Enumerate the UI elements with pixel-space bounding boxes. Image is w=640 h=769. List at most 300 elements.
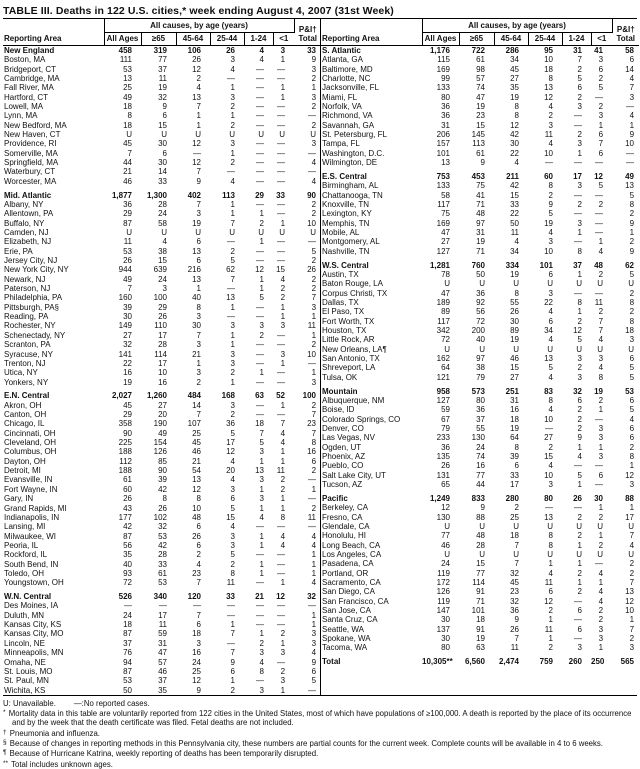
value-cell: 26 xyxy=(573,493,582,503)
value-cell: 15 xyxy=(544,451,553,461)
value-cell: 2 xyxy=(311,400,317,410)
value-cell: 12 xyxy=(192,676,201,686)
value-cell: 1 xyxy=(577,269,582,279)
value-cell: 8 xyxy=(196,494,201,504)
value-cell: — xyxy=(595,158,604,168)
value-cell: 32 xyxy=(307,592,317,602)
value-cell: 7 xyxy=(196,610,201,620)
city-row xyxy=(321,307,639,316)
value-cell: U xyxy=(479,279,485,289)
value-cell: 13 xyxy=(625,587,635,597)
value-cell: 2 xyxy=(311,274,317,284)
value-cell: 33 xyxy=(510,470,519,480)
value-cell: U xyxy=(597,549,604,559)
value-cell: 5 xyxy=(629,363,635,373)
reporting-area-cell: Toledo, OH xyxy=(4,568,45,578)
value-cell: 759 xyxy=(539,657,553,667)
reporting-area-cell: Lincoln, NE xyxy=(4,638,45,648)
reporting-area-cell: Fort Worth, TX xyxy=(322,316,375,326)
value-cell: 4 xyxy=(629,74,635,84)
value-cell: — xyxy=(574,288,582,298)
value-cell: 188 xyxy=(118,466,132,476)
city-row xyxy=(321,102,639,111)
value-cell: 16 xyxy=(510,405,519,415)
value-cell: 24 xyxy=(158,209,167,219)
value-cell: 24 xyxy=(476,442,485,452)
value-cell: 23 xyxy=(476,111,485,121)
value-cell: — xyxy=(626,158,635,168)
value-cell: 2 xyxy=(311,200,317,209)
value-cell: 1 xyxy=(598,577,604,587)
value-cell: — xyxy=(227,237,235,247)
value-cell: 7 xyxy=(311,410,317,420)
value-cell: 206 xyxy=(436,130,450,140)
value-cell: 53 xyxy=(158,531,167,541)
reporting-area-cell: Austin, TX xyxy=(322,269,359,279)
reporting-area-cell: Houston, TX xyxy=(322,325,367,335)
city-row xyxy=(321,279,639,288)
value-cell: — xyxy=(256,111,264,121)
value-cell: — xyxy=(545,158,553,168)
value-cell: 18 xyxy=(123,102,132,112)
reporting-area-header: Reporting Area xyxy=(321,19,422,46)
value-cell: 4 xyxy=(259,55,264,65)
value-cell: 2 xyxy=(259,330,264,340)
value-cell: 3 xyxy=(548,288,553,298)
pi-total-label: Total xyxy=(298,34,318,43)
value-cell: 1 xyxy=(598,237,604,247)
value-cell: 19 xyxy=(594,386,604,396)
value-cell: 216 xyxy=(187,265,201,275)
city-row xyxy=(3,522,321,531)
value-cell: 26 xyxy=(158,503,167,513)
value-cell: 35 xyxy=(123,550,132,560)
value-cell: 3 xyxy=(196,209,201,219)
value-cell: 286 xyxy=(505,46,519,55)
city-row xyxy=(3,293,321,302)
value-cell: 39 xyxy=(158,475,167,485)
value-cell: 17 xyxy=(158,610,167,620)
value-cell: 77 xyxy=(476,470,485,480)
value-cell: 1 xyxy=(230,377,235,387)
city-row xyxy=(3,550,321,559)
value-cell: U xyxy=(597,521,604,531)
value-cell: — xyxy=(256,64,264,74)
value-cell: — xyxy=(308,167,317,177)
value-cell: 4 xyxy=(230,475,235,485)
value-cell: 111 xyxy=(119,55,132,65)
value-cell: 11 xyxy=(510,228,519,238)
reporting-area-cell: Hartford, CT xyxy=(4,92,49,102)
value-cell: 3 xyxy=(311,139,317,149)
value-cell: 40 xyxy=(476,335,485,345)
value-cell: 8 xyxy=(629,297,635,307)
value-cell: 36 xyxy=(123,200,132,209)
value-cell: 4 xyxy=(598,596,604,606)
value-cell: — xyxy=(574,503,582,513)
value-cell: 1 xyxy=(598,643,604,653)
value-cell: 99 xyxy=(441,74,450,84)
reporting-area-cell: Gary, IN xyxy=(4,494,34,504)
city-row xyxy=(3,532,321,541)
value-cell: 3 xyxy=(598,111,604,121)
value-cell: 98 xyxy=(476,64,485,74)
value-cell: 2 xyxy=(311,120,317,130)
reporting-area-cell: St. Louis, MO xyxy=(4,666,53,676)
reporting-area-cell: Baltimore, MD xyxy=(322,64,373,74)
value-cell: 6 xyxy=(629,55,635,65)
value-cell: — xyxy=(256,302,264,312)
value-cell: 3 xyxy=(259,494,264,504)
value-cell: 3 xyxy=(598,624,604,634)
value-cell: 3 xyxy=(230,540,235,550)
reporting-area-cell: Elizabeth, NJ xyxy=(4,237,52,247)
value-cell: 8 xyxy=(280,512,286,522)
value-cell: 71 xyxy=(476,200,485,209)
value-cell: 26 xyxy=(510,307,519,317)
value-cell: — xyxy=(277,410,286,420)
value-cell: 13 xyxy=(544,512,553,522)
reporting-area-cell: Albuquerque, NM xyxy=(322,395,385,405)
value-cell: 27 xyxy=(158,400,167,410)
value-cell: 1 xyxy=(598,531,604,541)
value-cell: 26 xyxy=(510,624,519,634)
value-cell: U xyxy=(161,228,167,238)
value-cell: 17 xyxy=(158,358,167,368)
value-cell: 89 xyxy=(441,307,450,317)
city-row xyxy=(3,639,321,648)
value-cell: — xyxy=(227,638,235,648)
value-cell: 30 xyxy=(158,158,167,168)
value-cell: 4 xyxy=(280,531,286,541)
value-cell: — xyxy=(256,83,264,93)
value-cell: 1,176 xyxy=(429,46,450,55)
value-cell: 11 xyxy=(510,643,519,653)
value-cell: 5 xyxy=(230,256,235,266)
value-cell: 16 xyxy=(307,447,317,457)
value-cell: — xyxy=(193,148,201,158)
city-row xyxy=(3,457,321,466)
value-cell: 1 xyxy=(311,330,317,340)
age-lt1-header: <1 xyxy=(279,34,289,43)
city-row xyxy=(321,424,639,433)
value-cell: 162 xyxy=(436,354,450,363)
value-cell: 12 xyxy=(255,265,264,275)
value-cell: 4 xyxy=(311,540,317,550)
value-cell: 1 xyxy=(259,284,264,294)
reporting-area-cell: Seattle, WA xyxy=(322,624,364,634)
value-cell: 145 xyxy=(471,130,485,140)
value-cell: 2 xyxy=(230,410,235,420)
value-cell: 1 xyxy=(259,209,264,219)
city-row xyxy=(3,350,321,359)
value-cell: 36 xyxy=(510,605,519,615)
value-cell: 11 xyxy=(544,577,553,587)
value-cell: 130 xyxy=(436,512,450,522)
value-cell: 4 xyxy=(514,158,519,168)
value-cell: 17 xyxy=(573,171,582,181)
reporting-area-cell: Mobile, AL xyxy=(322,228,360,238)
value-cell: 67 xyxy=(441,414,450,424)
value-cell: 6 xyxy=(629,423,635,433)
value-cell: 1 xyxy=(280,302,286,312)
value-cell: U xyxy=(513,521,519,531)
value-cell: — xyxy=(256,578,264,588)
value-cell: 1 xyxy=(577,559,582,569)
value-cell: 13 xyxy=(192,92,201,102)
value-cell: 52 xyxy=(276,391,286,401)
value-cell: 11 xyxy=(158,620,167,630)
value-cell: — xyxy=(277,148,286,158)
value-cell: 1 xyxy=(577,228,582,238)
city-row xyxy=(3,340,321,349)
reporting-area-cell: Fresno, CA xyxy=(322,512,363,522)
value-cell: 30 xyxy=(594,493,604,503)
city-row xyxy=(3,667,321,676)
value-cell: 26 xyxy=(123,494,132,504)
value-cell: — xyxy=(574,190,582,200)
value-cell: 50 xyxy=(510,218,519,228)
value-cell: 79 xyxy=(441,423,450,433)
value-cell: 110 xyxy=(154,321,167,331)
value-cell: 9 xyxy=(514,615,519,625)
value-cell: 1 xyxy=(629,461,635,471)
city-row xyxy=(321,298,639,307)
pi-total-header xyxy=(294,19,321,46)
value-cell: — xyxy=(595,414,604,424)
value-cell: 12 xyxy=(441,503,450,513)
value-cell: 3 xyxy=(280,648,286,658)
value-cell: 8 xyxy=(514,102,519,112)
value-cell: 8 xyxy=(311,438,317,448)
value-cell: 22 xyxy=(510,209,519,219)
table-header-left xyxy=(3,19,321,46)
value-cell: 5 xyxy=(629,190,635,200)
value-cell: U xyxy=(513,549,519,559)
reporting-area-cell: Total xyxy=(322,657,341,667)
value-cell: 6 xyxy=(598,64,604,74)
value-cell: — xyxy=(256,148,264,158)
value-cell: 59 xyxy=(441,405,450,415)
value-cell: U xyxy=(195,130,201,140)
value-cell: 32 xyxy=(510,596,519,606)
value-cell: 56 xyxy=(476,307,485,317)
value-cell: 3 xyxy=(577,181,582,191)
value-cell: 38 xyxy=(476,363,485,373)
reporting-area-cell: Des Moines, IA xyxy=(4,601,59,611)
value-cell: 45 xyxy=(123,139,132,149)
reporting-area-cell: Newark, NJ xyxy=(4,274,46,284)
value-cell: 29 xyxy=(255,190,264,200)
value-cell: 87 xyxy=(123,531,132,541)
city-row xyxy=(321,452,639,461)
city-row xyxy=(3,401,321,410)
value-cell: 44 xyxy=(476,479,485,489)
value-cell: 74 xyxy=(476,83,485,93)
reporting-area-cell: Spokane, WA xyxy=(322,633,371,643)
value-cell: 5 xyxy=(577,74,582,84)
value-cell: 3 xyxy=(230,349,235,359)
value-cell: 3 xyxy=(311,92,317,102)
reporting-area-cell: Camden, NJ xyxy=(4,228,49,238)
value-cell: 58 xyxy=(158,218,167,228)
value-cell: 46 xyxy=(123,176,132,186)
city-row xyxy=(321,480,639,489)
value-cell: 47 xyxy=(476,92,485,102)
city-row xyxy=(321,578,639,587)
value-cell: 1 xyxy=(230,302,235,312)
reporting-area-cell: Berkeley, CA xyxy=(322,503,369,513)
reporting-area-cell: Minneapolis, MN xyxy=(4,648,64,658)
value-cell: 5 xyxy=(230,428,235,438)
city-row xyxy=(321,289,639,298)
value-cell: — xyxy=(277,568,286,578)
value-cell: 20 xyxy=(158,410,167,420)
value-cell: 33 xyxy=(226,592,235,602)
value-cell: 25 xyxy=(192,428,201,438)
value-cell: 169 xyxy=(436,64,450,74)
value-cell: 24 xyxy=(192,657,201,667)
value-cell: 3 xyxy=(230,400,235,410)
value-cell: 2 xyxy=(629,633,635,643)
value-cell: 1,260 xyxy=(146,391,167,401)
value-cell: 1 xyxy=(311,568,317,578)
value-cell: 53 xyxy=(158,578,167,588)
value-cell: — xyxy=(256,120,264,130)
value-cell: U xyxy=(479,344,485,354)
value-cell: 106 xyxy=(187,46,201,55)
value-cell: — xyxy=(574,633,582,643)
value-cell: 189 xyxy=(436,297,450,307)
value-cell: 50 xyxy=(476,269,485,279)
value-cell: — xyxy=(595,559,604,569)
value-cell: 31 xyxy=(510,395,519,405)
value-cell: 34 xyxy=(510,246,519,256)
value-cell: U xyxy=(628,279,635,289)
reporting-area-cell: Dallas, TX xyxy=(322,297,359,307)
city-row xyxy=(321,121,639,130)
value-cell: 565 xyxy=(620,657,635,667)
value-cell: 37 xyxy=(158,676,167,686)
value-cell: 34 xyxy=(544,325,553,335)
value-cell: 1 xyxy=(548,633,553,643)
value-cell: 26 xyxy=(192,55,201,65)
city-row xyxy=(3,648,321,657)
reporting-area-cell: Las Vegas, NV xyxy=(322,433,375,443)
reporting-area-cell: Richmond, VA xyxy=(322,111,373,121)
city-row xyxy=(321,587,639,596)
value-cell: 1 xyxy=(259,484,264,494)
value-cell: 29 xyxy=(158,302,167,312)
reporting-area-cell: Lynn, MA xyxy=(4,111,38,121)
city-row xyxy=(3,200,321,209)
value-cell: 49 xyxy=(123,274,132,284)
value-cell: 6 xyxy=(230,666,235,676)
value-cell: 45 xyxy=(192,438,201,448)
value-cell: 3 xyxy=(598,433,604,443)
value-cell: — xyxy=(256,620,264,630)
value-cell: — xyxy=(595,461,604,471)
value-cell: 6 xyxy=(577,624,582,634)
value-cell: 44 xyxy=(123,158,132,168)
value-cell: 26 xyxy=(226,46,235,55)
value-cell: 722 xyxy=(471,46,485,55)
value-cell: 7 xyxy=(598,316,604,326)
value-cell: 115 xyxy=(437,55,450,65)
value-cell: 2 xyxy=(280,293,286,303)
value-cell: U xyxy=(161,130,167,140)
value-cell: 6 xyxy=(577,83,582,93)
city-row xyxy=(3,368,321,377)
value-cell: 75 xyxy=(476,181,485,191)
value-cell: 7 xyxy=(127,148,132,158)
value-cell: 2 xyxy=(311,503,317,513)
age-1-24-header: 1-24 xyxy=(562,33,591,46)
reporting-area-cell: Peoria, IL xyxy=(4,540,39,550)
value-cell: 19 xyxy=(476,102,485,112)
value-cell: 90 xyxy=(123,428,132,438)
value-cell: — xyxy=(277,167,286,177)
city-row xyxy=(321,219,639,228)
value-cell: 9 xyxy=(577,433,582,443)
value-cell: 133 xyxy=(436,181,450,191)
reporting-area-cell: Lansing, MI xyxy=(4,522,46,532)
value-cell: 29 xyxy=(123,410,132,420)
value-cell: 2,474 xyxy=(498,657,519,667)
value-cell: 2 xyxy=(311,466,317,476)
value-cell: 1 xyxy=(280,494,286,504)
value-cell: 3 xyxy=(230,484,235,494)
reporting-area-cell: Tacoma, WA xyxy=(322,643,368,653)
value-cell: 3 xyxy=(598,451,604,461)
value-cell: — xyxy=(256,158,264,168)
value-cell: 4 xyxy=(514,237,519,247)
value-cell: 15 xyxy=(510,363,519,373)
value-cell: — xyxy=(574,111,582,121)
reporting-area-cell: San Diego, CA xyxy=(322,587,375,597)
value-cell: 1,300 xyxy=(146,190,167,200)
value-cell: — xyxy=(545,503,553,513)
city-row xyxy=(3,475,321,484)
value-cell: 453 xyxy=(471,171,485,181)
value-cell: — xyxy=(308,685,317,695)
value-cell: 14 xyxy=(625,64,635,74)
city-row xyxy=(321,111,639,120)
value-cell: — xyxy=(227,312,235,322)
age-1-24-header: 1-24 xyxy=(244,33,273,46)
value-cell: 12 xyxy=(544,596,553,606)
value-cell: 8 xyxy=(127,111,132,121)
reporting-area-cell: Fort Wayne, IN xyxy=(4,484,58,494)
value-cell: 12 xyxy=(544,92,553,102)
value-cell: 46 xyxy=(441,540,450,550)
value-cell: 47 xyxy=(441,228,450,238)
value-cell: 5 xyxy=(548,363,553,373)
reporting-area-cell: Dayton, OH xyxy=(4,456,46,466)
reporting-area-cell: E.S. Central xyxy=(322,171,367,181)
reporting-area-cell: Knoxville, TN xyxy=(322,200,369,209)
value-cell: 15 xyxy=(158,120,167,130)
value-cell: 19 xyxy=(476,633,485,643)
value-cell: 6 xyxy=(629,395,635,405)
value-cell: — xyxy=(626,148,635,158)
value-cell: 32 xyxy=(158,92,167,102)
value-cell: — xyxy=(227,610,235,620)
value-cell: 131 xyxy=(436,470,450,480)
city-row xyxy=(321,247,639,256)
value-cell: 2 xyxy=(577,130,582,140)
value-cell: U xyxy=(310,130,317,140)
